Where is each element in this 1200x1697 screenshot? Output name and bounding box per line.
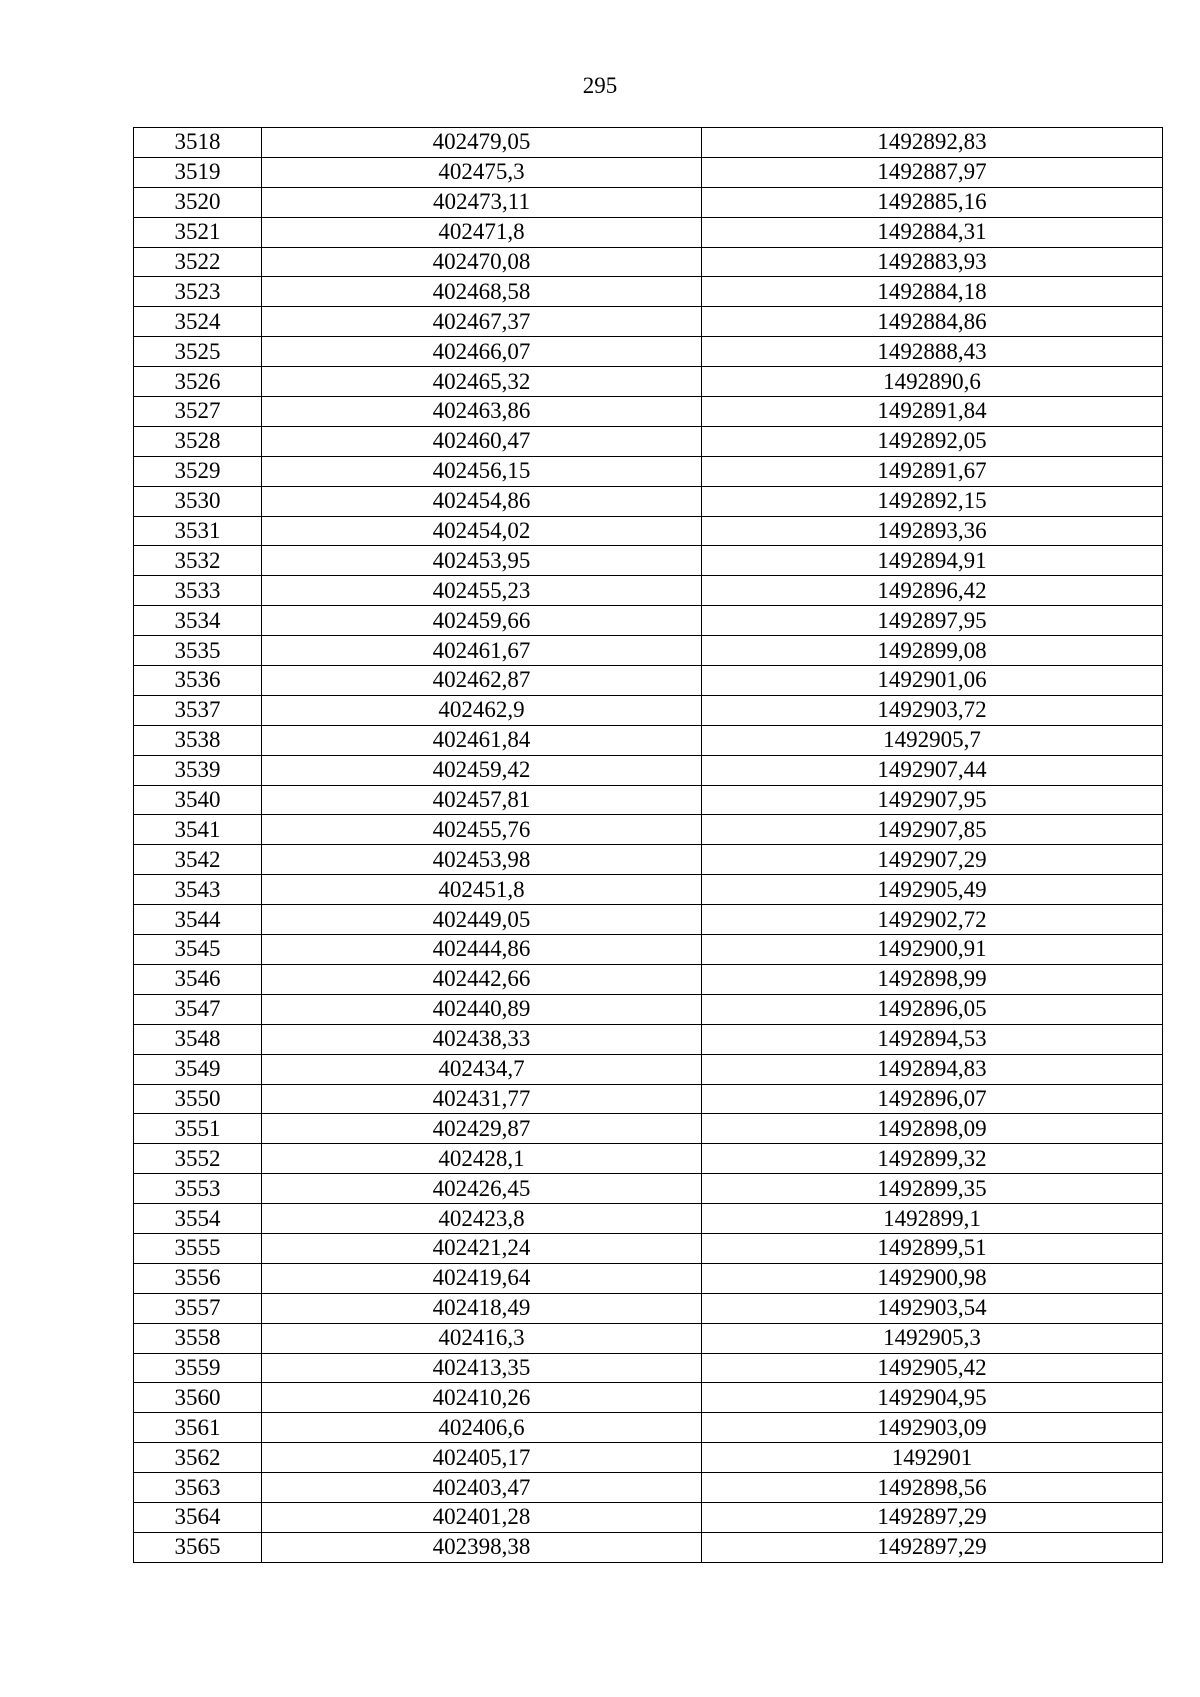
x-coordinate-cell: 402462,87 — [262, 666, 702, 696]
point-number-cell: 3535 — [134, 636, 262, 666]
table-row — [134, 1114, 1163, 1144]
page-number: 295 — [582, 73, 618, 98]
x-coordinate-cell: 402410,26 — [262, 1383, 702, 1413]
x-coordinate-cell: 402463,86 — [262, 397, 702, 427]
x-coordinate-cell: 402467,37 — [262, 307, 702, 337]
table-row — [134, 187, 1163, 217]
table-row — [134, 128, 1163, 158]
point-number-cell: 3564 — [134, 1502, 262, 1532]
table-row — [134, 1473, 1163, 1503]
table-row — [134, 1144, 1163, 1174]
table-row — [134, 1413, 1163, 1443]
x-coordinate-cell: 402461,84 — [262, 725, 702, 755]
table-row — [134, 875, 1163, 905]
table-row — [134, 606, 1163, 636]
y-coordinate-cell: 1492898,99 — [702, 964, 1163, 994]
table-row — [134, 785, 1163, 815]
table-row — [134, 845, 1163, 875]
x-coordinate-cell: 402456,15 — [262, 456, 702, 486]
x-coordinate-cell: 402398,38 — [262, 1532, 702, 1562]
table-row — [134, 1204, 1163, 1234]
y-coordinate-cell: 1492902,72 — [702, 905, 1163, 935]
table-row — [134, 456, 1163, 486]
y-coordinate-cell: 1492896,07 — [702, 1084, 1163, 1114]
x-coordinate-cell: 402459,66 — [262, 606, 702, 636]
y-coordinate-cell: 1492892,05 — [702, 426, 1163, 456]
x-coordinate-cell: 402421,24 — [262, 1233, 702, 1263]
table-row — [134, 217, 1163, 247]
y-coordinate-cell: 1492891,67 — [702, 456, 1163, 486]
y-coordinate-cell: 1492892,83 — [702, 128, 1163, 158]
table-row — [134, 1443, 1163, 1473]
point-number-cell: 3565 — [134, 1532, 262, 1562]
y-coordinate-cell: 1492892,15 — [702, 486, 1163, 516]
x-coordinate-cell: 402440,89 — [262, 994, 702, 1024]
y-coordinate-cell: 1492904,95 — [702, 1383, 1163, 1413]
point-number-cell: 3530 — [134, 486, 262, 516]
y-coordinate-cell: 1492903,72 — [702, 695, 1163, 725]
point-number-cell: 3545 — [134, 935, 262, 965]
x-coordinate-cell: 402423,8 — [262, 1204, 702, 1234]
point-number-cell: 3548 — [134, 1024, 262, 1054]
y-coordinate-cell: 1492898,09 — [702, 1114, 1163, 1144]
y-coordinate-cell: 1492884,86 — [702, 307, 1163, 337]
x-coordinate-cell: 402454,02 — [262, 516, 702, 546]
table-row — [134, 905, 1163, 935]
y-coordinate-cell: 1492907,44 — [702, 755, 1163, 785]
point-number-cell: 3536 — [134, 666, 262, 696]
table-row — [134, 1263, 1163, 1293]
y-coordinate-cell: 1492893,36 — [702, 516, 1163, 546]
point-number-cell: 3528 — [134, 426, 262, 456]
x-coordinate-cell: 402438,33 — [262, 1024, 702, 1054]
y-coordinate-cell: 1492883,93 — [702, 247, 1163, 277]
point-number-cell: 3552 — [134, 1144, 262, 1174]
y-coordinate-cell: 1492900,98 — [702, 1263, 1163, 1293]
y-coordinate-cell: 1492888,43 — [702, 337, 1163, 367]
table-row — [134, 516, 1163, 546]
point-number-cell: 3559 — [134, 1353, 262, 1383]
x-coordinate-cell: 402455,23 — [262, 576, 702, 606]
y-coordinate-cell: 1492898,56 — [702, 1473, 1163, 1503]
y-coordinate-cell: 1492887,97 — [702, 157, 1163, 187]
point-number-cell: 3541 — [134, 815, 262, 845]
y-coordinate-cell: 1492896,05 — [702, 994, 1163, 1024]
y-coordinate-cell: 1492905,7 — [702, 725, 1163, 755]
table-row — [134, 1084, 1163, 1114]
table-row — [134, 277, 1163, 307]
x-coordinate-cell: 402466,07 — [262, 337, 702, 367]
x-coordinate-cell: 402428,1 — [262, 1144, 702, 1174]
coordinates-table — [133, 127, 1163, 1563]
point-number-cell: 3540 — [134, 785, 262, 815]
point-number-cell: 3553 — [134, 1174, 262, 1204]
point-number-cell: 3537 — [134, 695, 262, 725]
table-row — [134, 695, 1163, 725]
point-number-cell: 3550 — [134, 1084, 262, 1114]
x-coordinate-cell: 402479,05 — [262, 128, 702, 158]
x-coordinate-cell: 402468,58 — [262, 277, 702, 307]
table-row — [134, 1233, 1163, 1263]
x-coordinate-cell: 402405,17 — [262, 1443, 702, 1473]
y-coordinate-cell: 1492897,29 — [702, 1502, 1163, 1532]
table-row — [134, 1323, 1163, 1353]
x-coordinate-cell: 402434,7 — [262, 1054, 702, 1084]
y-coordinate-cell: 1492896,42 — [702, 576, 1163, 606]
point-number-cell: 3560 — [134, 1383, 262, 1413]
x-coordinate-cell: 402403,47 — [262, 1473, 702, 1503]
y-coordinate-cell: 1492899,35 — [702, 1174, 1163, 1204]
table-row — [134, 815, 1163, 845]
point-number-cell: 3529 — [134, 456, 262, 486]
y-coordinate-cell: 1492907,85 — [702, 815, 1163, 845]
table-row — [134, 486, 1163, 516]
y-coordinate-cell: 1492905,49 — [702, 875, 1163, 905]
y-coordinate-cell: 1492901,06 — [702, 666, 1163, 696]
y-coordinate-cell: 1492900,91 — [702, 935, 1163, 965]
y-coordinate-cell: 1492907,29 — [702, 845, 1163, 875]
y-coordinate-cell: 1492903,09 — [702, 1413, 1163, 1443]
point-number-cell: 3538 — [134, 725, 262, 755]
x-coordinate-cell: 402413,35 — [262, 1353, 702, 1383]
y-coordinate-cell: 1492890,6 — [702, 367, 1163, 397]
y-coordinate-cell: 1492891,84 — [702, 397, 1163, 427]
x-coordinate-cell: 402475,3 — [262, 157, 702, 187]
x-coordinate-cell: 402426,45 — [262, 1174, 702, 1204]
table-row — [134, 576, 1163, 606]
y-coordinate-cell: 1492894,91 — [702, 546, 1163, 576]
x-coordinate-cell: 402429,87 — [262, 1114, 702, 1144]
table-row — [134, 1353, 1163, 1383]
point-number-cell: 3556 — [134, 1263, 262, 1293]
x-coordinate-cell: 402462,9 — [262, 695, 702, 725]
y-coordinate-cell: 1492899,32 — [702, 1144, 1163, 1174]
table-row — [134, 1293, 1163, 1323]
point-number-cell: 3562 — [134, 1443, 262, 1473]
x-coordinate-cell: 402453,95 — [262, 546, 702, 576]
point-number-cell: 3543 — [134, 875, 262, 905]
point-number-cell: 3534 — [134, 606, 262, 636]
table-row — [134, 247, 1163, 277]
x-coordinate-cell: 402416,3 — [262, 1323, 702, 1353]
table-row — [134, 1532, 1163, 1562]
table-row — [134, 1174, 1163, 1204]
y-coordinate-cell: 1492884,18 — [702, 277, 1163, 307]
point-number-cell: 3551 — [134, 1114, 262, 1144]
table-row — [134, 1502, 1163, 1532]
point-number-cell: 3539 — [134, 755, 262, 785]
x-coordinate-cell: 402406,6 — [262, 1413, 702, 1443]
x-coordinate-cell: 402471,8 — [262, 217, 702, 247]
y-coordinate-cell: 1492885,16 — [702, 187, 1163, 217]
y-coordinate-cell: 1492899,1 — [702, 1204, 1163, 1234]
table-row — [134, 397, 1163, 427]
x-coordinate-cell: 402470,08 — [262, 247, 702, 277]
table-row — [134, 636, 1163, 666]
table-row — [134, 964, 1163, 994]
table-row — [134, 1024, 1163, 1054]
table-row — [134, 1054, 1163, 1084]
x-coordinate-cell: 402419,64 — [262, 1263, 702, 1293]
table-row — [134, 755, 1163, 785]
table-row — [134, 337, 1163, 367]
table-row — [134, 307, 1163, 337]
point-number-cell: 3523 — [134, 277, 262, 307]
x-coordinate-cell: 402453,98 — [262, 845, 702, 875]
x-coordinate-cell: 402454,86 — [262, 486, 702, 516]
x-coordinate-cell: 402451,8 — [262, 875, 702, 905]
point-number-cell: 3561 — [134, 1413, 262, 1443]
point-number-cell: 3557 — [134, 1293, 262, 1323]
point-number-cell: 3544 — [134, 905, 262, 935]
point-number-cell: 3542 — [134, 845, 262, 875]
table-row — [134, 994, 1163, 1024]
x-coordinate-cell: 402442,66 — [262, 964, 702, 994]
coordinates-table-body — [134, 128, 1163, 1563]
point-number-cell: 3532 — [134, 546, 262, 576]
x-coordinate-cell: 402459,42 — [262, 755, 702, 785]
point-number-cell: 3527 — [134, 397, 262, 427]
table-row — [134, 1383, 1163, 1413]
x-coordinate-cell: 402460,47 — [262, 426, 702, 456]
point-number-cell: 3546 — [134, 964, 262, 994]
table-row — [134, 725, 1163, 755]
x-coordinate-cell: 402418,49 — [262, 1293, 702, 1323]
y-coordinate-cell: 1492903,54 — [702, 1293, 1163, 1323]
y-coordinate-cell: 1492894,83 — [702, 1054, 1163, 1084]
x-coordinate-cell: 402444,86 — [262, 935, 702, 965]
x-coordinate-cell: 402465,32 — [262, 367, 702, 397]
y-coordinate-cell: 1492897,29 — [702, 1532, 1163, 1562]
point-number-cell: 3524 — [134, 307, 262, 337]
point-number-cell: 3549 — [134, 1054, 262, 1084]
point-number-cell: 3518 — [134, 128, 262, 158]
point-number-cell: 3526 — [134, 367, 262, 397]
y-coordinate-cell: 1492905,42 — [702, 1353, 1163, 1383]
y-coordinate-cell: 1492897,95 — [702, 606, 1163, 636]
y-coordinate-cell: 1492901 — [702, 1443, 1163, 1473]
point-number-cell: 3533 — [134, 576, 262, 606]
table-row — [134, 426, 1163, 456]
x-coordinate-cell: 402461,67 — [262, 636, 702, 666]
point-number-cell: 3558 — [134, 1323, 262, 1353]
point-number-cell: 3554 — [134, 1204, 262, 1234]
y-coordinate-cell: 1492899,08 — [702, 636, 1163, 666]
y-coordinate-cell: 1492905,3 — [702, 1323, 1163, 1353]
point-number-cell: 3555 — [134, 1233, 262, 1263]
point-number-cell: 3520 — [134, 187, 262, 217]
point-number-cell: 3563 — [134, 1473, 262, 1503]
table-row — [134, 157, 1163, 187]
y-coordinate-cell: 1492894,53 — [702, 1024, 1163, 1054]
x-coordinate-cell: 402473,11 — [262, 187, 702, 217]
table-row — [134, 546, 1163, 576]
x-coordinate-cell: 402455,76 — [262, 815, 702, 845]
x-coordinate-cell: 402431,77 — [262, 1084, 702, 1114]
point-number-cell: 3525 — [134, 337, 262, 367]
point-number-cell: 3547 — [134, 994, 262, 1024]
point-number-cell: 3531 — [134, 516, 262, 546]
x-coordinate-cell: 402457,81 — [262, 785, 702, 815]
x-coordinate-cell: 402401,28 — [262, 1502, 702, 1532]
table-row — [134, 935, 1163, 965]
table-row — [134, 666, 1163, 696]
x-coordinate-cell: 402449,05 — [262, 905, 702, 935]
point-number-cell: 3522 — [134, 247, 262, 277]
y-coordinate-cell: 1492899,51 — [702, 1233, 1163, 1263]
y-coordinate-cell: 1492884,31 — [702, 217, 1163, 247]
y-coordinate-cell: 1492907,95 — [702, 785, 1163, 815]
point-number-cell: 3519 — [134, 157, 262, 187]
point-number-cell: 3521 — [134, 217, 262, 247]
table-row — [134, 367, 1163, 397]
